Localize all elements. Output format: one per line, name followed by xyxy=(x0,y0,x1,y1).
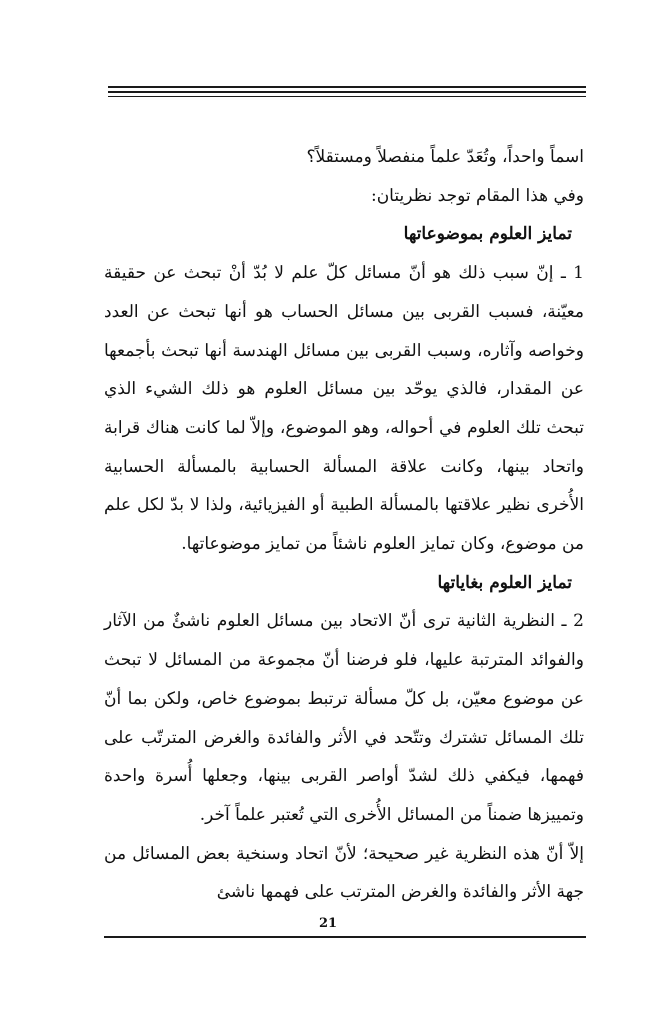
header-rule-1 xyxy=(108,86,586,88)
page-body xyxy=(104,138,584,912)
footer-rule xyxy=(104,936,586,938)
header-rule-3 xyxy=(108,96,586,97)
header-rule-2 xyxy=(108,91,586,93)
page-number: 21 xyxy=(318,916,338,931)
paragraph-theory-2: 2 ـ النظرية الثانية ترى أنّ الاتحاد بين مسائل العلوم ناشئٌ من الآثار والفوائد المترتبة عليها، فلو فرضنا أنّ مجموعة من المسائل لا تبحث عن موضوع معيّن، بل كلّ مسألة ترتبط بموضوع خاص، ولكن بما أنّ تلك المسائل تشترك وتتّحد في الأثر والفائدة والغرض المترتّب على فهمها، فيكفي ذلك لشدّ أواصر القربى بينها، وجعلها أُسرة واحدة وتمييزها ضمناً من المسائل الأُخرى التي تُعتبر علماً آخر. xyxy=(104,611,584,825)
paragraph-critique: إلاّ أنّ هذه النظرية غير صحيحة؛ لأنّ اتحاد وسنخية بعض المسائل من جهة الأثر والفائدة والغرض المترتب على فهمها ناشئ xyxy=(104,843,584,903)
section-heading-subjects: تمايز العلوم بموضوعاتها xyxy=(403,224,572,245)
paragraph-2: وفي هذا المقام توجد نظريتان: xyxy=(370,185,584,206)
paragraph-1: اسماً واحداً، وتُعَدّ علماً منفصلاً ومستقلاً؟ xyxy=(306,147,584,167)
section-heading-goals: تمايز العلوم بغاياتها xyxy=(437,572,572,593)
paragraph-theory-1: 1 ـ إنّ سبب ذلك هو أنّ مسائل كلّ علم لا بُدّ أنْ تبحث عن حقيقة معيّنة، فسبب القربى بين مسائل الحساب هو أنها تبحث عن العدد وخواصه وآثاره، وسبب القربى بين مسائل الهندسة أنها تبحث بأجمعها عن المقدار، فالذي يوحّد بين مسائل العلوم هو ذلك الشيء الذي تبحث تلك العلوم في أحواله، وهو الموضوع، وإلاّ لما كانت هناك قرابة واتحاد بينها، وكانت علاقة المسألة الحسابية بالمسألة الحسابية الأُخرى نظير علاقتها بالمسألة الطبية أو الفيزيائية، ولذا لا بدّ لكل علم من موضوع، وكان تمايز العلوم ناشئاً من تمايز موضوعاتها. xyxy=(104,263,584,555)
